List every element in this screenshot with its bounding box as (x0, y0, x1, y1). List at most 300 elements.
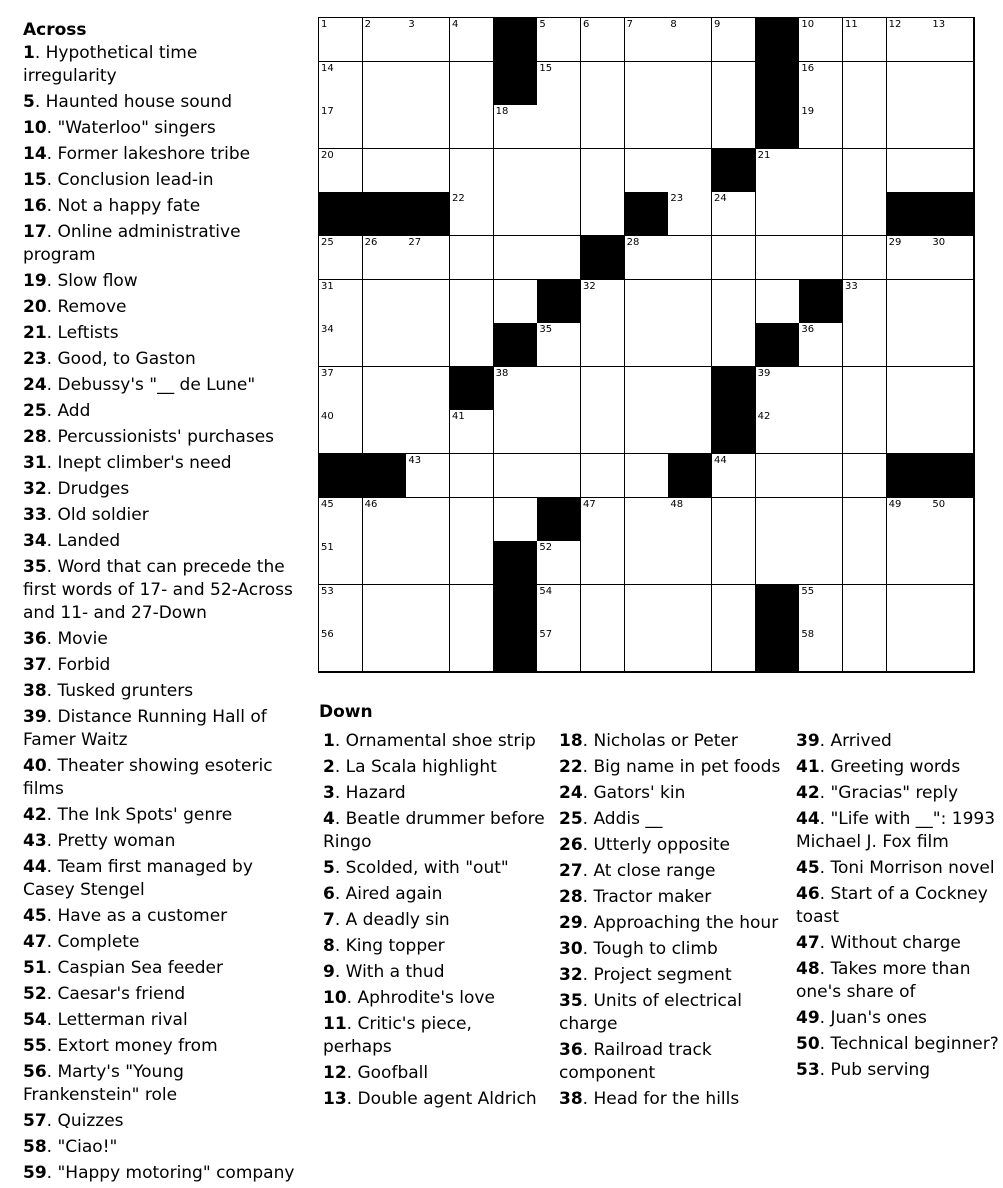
clue-across-25[interactable] (23, 400, 295, 423)
grid-cell[interactable] (887, 280, 931, 324)
grid-cell[interactable] (930, 280, 974, 324)
grid-cell[interactable] (799, 628, 843, 672)
clue-across-37[interactable] (23, 654, 295, 677)
grid-cell[interactable] (712, 541, 756, 585)
clue-down-35[interactable] (559, 990, 783, 1036)
clue-across-17[interactable] (23, 221, 295, 267)
grid-cell[interactable] (319, 105, 363, 149)
clue-down-1[interactable] (323, 730, 545, 753)
grid-cell[interactable] (712, 454, 756, 498)
grid-cell[interactable] (712, 62, 756, 106)
grid-cell[interactable] (625, 323, 669, 367)
grid-cell[interactable] (625, 628, 669, 672)
clue-across-5[interactable] (23, 91, 295, 114)
grid-cell[interactable] (843, 280, 887, 324)
grid-cell[interactable] (406, 628, 450, 672)
grid-cell[interactable] (363, 105, 407, 149)
grid-cell[interactable] (930, 323, 974, 367)
clue-across-59[interactable] (23, 1162, 295, 1185)
grid-cell-black (799, 280, 843, 324)
clue-across-21[interactable] (23, 322, 295, 345)
grid-cell[interactable] (712, 18, 756, 62)
grid-cell[interactable] (406, 454, 450, 498)
grid-cell[interactable] (799, 498, 843, 542)
grid-cell[interactable] (406, 105, 450, 149)
grid-cell[interactable] (887, 628, 931, 672)
clue-down-46[interactable] (796, 883, 1001, 929)
clue-across-42[interactable] (23, 804, 295, 827)
grid-cell-black (887, 454, 931, 498)
grid-cell[interactable] (843, 410, 887, 454)
grid-cell[interactable] (799, 105, 843, 149)
grid-cell[interactable] (625, 105, 669, 149)
grid-cell[interactable] (712, 236, 756, 280)
grid-cell[interactable] (756, 454, 800, 498)
clue-across-58[interactable] (23, 1136, 295, 1159)
grid-cell[interactable] (668, 18, 712, 62)
grid-cell[interactable] (887, 323, 931, 367)
cell-number: 20 (321, 149, 334, 161)
grid-cell[interactable] (843, 454, 887, 498)
grid-cell[interactable] (537, 149, 581, 193)
grid-cell[interactable] (537, 192, 581, 236)
grid-cell[interactable] (319, 541, 363, 585)
grid-cell[interactable] (450, 18, 494, 62)
clue-across-15[interactable] (23, 169, 295, 192)
grid-cell[interactable] (668, 280, 712, 324)
clue-down-38[interactable] (559, 1088, 783, 1111)
grid-cell[interactable] (625, 62, 669, 106)
grid-cell[interactable] (843, 628, 887, 672)
grid-cell[interactable] (363, 367, 407, 411)
clue-down-42[interactable] (796, 782, 1001, 805)
clue-across-51[interactable] (23, 957, 295, 980)
grid-cell[interactable] (450, 585, 494, 629)
clue-down-47[interactable] (796, 932, 1001, 955)
grid-cell[interactable] (799, 192, 843, 236)
grid-cell[interactable] (406, 541, 450, 585)
grid-cell[interactable] (843, 585, 887, 629)
clue-text: . Caspian Sea feeder (46, 958, 223, 978)
grid-cell[interactable] (843, 498, 887, 542)
grid-cell[interactable] (450, 62, 494, 106)
grid-cell[interactable] (625, 585, 669, 629)
cell-number: 53 (321, 585, 334, 597)
clue-number: 36 (23, 629, 47, 649)
grid-cell[interactable] (319, 280, 363, 324)
clue-across-1[interactable] (23, 42, 295, 88)
clue-down-2[interactable] (323, 756, 545, 779)
grid-cell[interactable] (537, 62, 581, 106)
grid-cell[interactable] (406, 149, 450, 193)
grid-cell[interactable] (668, 236, 712, 280)
grid-cell[interactable] (537, 236, 581, 280)
grid-cell[interactable] (537, 410, 581, 454)
grid-cell[interactable] (363, 149, 407, 193)
clue-down-48[interactable] (796, 958, 1001, 1004)
grid-cell[interactable] (581, 628, 625, 672)
grid-cell[interactable] (581, 454, 625, 498)
grid-cell[interactable] (930, 62, 974, 106)
clue-text: . Project segment (582, 965, 732, 985)
grid-cell[interactable] (537, 367, 581, 411)
grid-cell[interactable] (712, 280, 756, 324)
grid-cell[interactable] (843, 18, 887, 62)
clue-number: 54 (23, 1010, 47, 1030)
clue-across-31[interactable] (23, 452, 295, 475)
cell-number: 16 (801, 62, 815, 74)
grid-cell[interactable] (887, 367, 931, 411)
grid-cell[interactable] (581, 410, 625, 454)
clue-across-40[interactable] (23, 755, 295, 801)
cell-number: 11 (845, 19, 858, 30)
grid-cell[interactable] (319, 323, 363, 367)
grid-cell[interactable] (494, 410, 538, 454)
grid-cell[interactable] (625, 280, 669, 324)
grid-cell[interactable] (537, 454, 581, 498)
grid-cell[interactable] (537, 628, 581, 672)
grid-cell[interactable] (930, 585, 974, 629)
clue-across-57[interactable] (23, 1110, 295, 1133)
grid-cell[interactable] (887, 62, 931, 106)
clue-down-5[interactable] (323, 857, 545, 880)
grid-cell[interactable] (712, 628, 756, 672)
clue-down-29[interactable] (559, 912, 783, 935)
clue-across-39[interactable] (23, 706, 295, 752)
grid-cell[interactable] (581, 367, 625, 411)
grid-cell[interactable] (319, 585, 363, 629)
clue-down-6[interactable] (323, 883, 545, 906)
grid-cell[interactable] (668, 367, 712, 411)
grid-cell[interactable] (712, 585, 756, 629)
grid-cell[interactable] (494, 236, 538, 280)
grid-cell[interactable] (581, 105, 625, 149)
clue-across-44[interactable] (23, 856, 295, 902)
clue-down-41[interactable] (796, 756, 1001, 779)
grid-cell[interactable] (450, 105, 494, 149)
grid-cell[interactable] (668, 62, 712, 106)
clue-down-10[interactable] (323, 987, 545, 1010)
grid-cell[interactable] (581, 498, 625, 542)
grid-cell[interactable] (537, 323, 581, 367)
clue-down-49[interactable] (796, 1007, 1001, 1030)
grid-cell[interactable] (581, 62, 625, 106)
clue-down-9[interactable] (323, 961, 545, 984)
grid-cell[interactable] (930, 105, 974, 149)
grid-cell[interactable] (494, 498, 538, 542)
grid-cell[interactable] (363, 410, 407, 454)
clue-number: 40 (23, 756, 47, 776)
grid-cell[interactable] (799, 541, 843, 585)
cell-number: 14 (321, 62, 334, 74)
clue-down-4[interactable] (323, 808, 545, 854)
grid-cell[interactable] (712, 323, 756, 367)
grid-cell[interactable] (843, 105, 887, 149)
grid-cell[interactable] (712, 105, 756, 149)
grid-cell[interactable] (450, 192, 494, 236)
grid-cell[interactable] (406, 18, 450, 62)
grid-cell[interactable] (319, 498, 363, 542)
grid-cell-black (930, 454, 974, 498)
grid-cell[interactable] (625, 367, 669, 411)
grid-cell[interactable] (406, 367, 450, 411)
grid-cell[interactable] (406, 498, 450, 542)
grid-cell[interactable] (450, 236, 494, 280)
clue-across-45[interactable] (23, 905, 295, 928)
clue-down-30[interactable] (559, 938, 783, 961)
clue-across-47[interactable] (23, 931, 295, 954)
grid-cell[interactable] (843, 323, 887, 367)
grid-cell[interactable] (406, 323, 450, 367)
grid-cell[interactable] (319, 18, 363, 62)
grid-cell[interactable] (494, 454, 538, 498)
grid-cell[interactable] (887, 236, 931, 280)
grid-cell[interactable] (537, 18, 581, 62)
grid-cell[interactable] (450, 149, 494, 193)
grid-cell[interactable] (625, 236, 669, 280)
grid-cell[interactable] (581, 280, 625, 324)
grid-cell[interactable] (799, 149, 843, 193)
clue-text: . Team first managed by Casey Stengel (23, 857, 253, 900)
grid-cell[interactable] (406, 585, 450, 629)
grid-cell[interactable] (756, 192, 800, 236)
grid-cell-black (756, 628, 800, 672)
clue-across-32[interactable] (23, 478, 295, 501)
grid-cell[interactable] (319, 62, 363, 106)
grid-cell[interactable] (887, 18, 931, 62)
grid-cell[interactable] (625, 18, 669, 62)
grid-cell[interactable] (319, 367, 363, 411)
clue-number: 42 (23, 805, 47, 825)
grid-cell[interactable] (843, 236, 887, 280)
clue-down-32[interactable] (559, 964, 783, 987)
clue-number: 49 (796, 1008, 820, 1028)
grid-cell[interactable] (406, 280, 450, 324)
grid-cell-black (319, 454, 363, 498)
clue-across-43[interactable] (23, 830, 295, 853)
grid-cell[interactable] (930, 18, 974, 62)
grid-cell[interactable] (843, 192, 887, 236)
grid-cell[interactable] (450, 280, 494, 324)
clue-text: . Former lakeshore tribe (46, 144, 251, 164)
clue-across-35[interactable] (23, 556, 295, 625)
grid-cell[interactable] (799, 62, 843, 106)
clue-across-28[interactable] (23, 426, 295, 449)
grid-cell[interactable] (668, 149, 712, 193)
clue-down-24[interactable] (559, 782, 783, 805)
clue-text: . Scolded, with "out" (334, 858, 509, 878)
clue-down-25[interactable] (559, 808, 783, 831)
clue-number: 37 (23, 655, 47, 675)
grid-cell[interactable] (668, 541, 712, 585)
grid-cell[interactable] (756, 367, 800, 411)
clue-down-53[interactable] (796, 1059, 1001, 1082)
clue-across-55[interactable] (23, 1035, 295, 1058)
clue-down-36[interactable] (559, 1039, 783, 1085)
grid-cell[interactable] (756, 498, 800, 542)
grid-cell[interactable] (930, 541, 974, 585)
grid-cell[interactable] (756, 410, 800, 454)
clue-across-56[interactable] (23, 1061, 295, 1107)
grid-cell[interactable] (887, 541, 931, 585)
grid-cell[interactable] (887, 410, 931, 454)
cell-number: 56 (321, 629, 334, 641)
grid-cell[interactable] (843, 541, 887, 585)
clue-number: 28 (559, 887, 583, 907)
clue-across-52[interactable] (23, 983, 295, 1006)
grid-cell[interactable] (712, 192, 756, 236)
grid-cell[interactable] (799, 18, 843, 62)
clue-number: 10 (323, 988, 347, 1008)
grid-cell[interactable] (363, 280, 407, 324)
grid-cell[interactable] (756, 236, 800, 280)
clue-down-7[interactable] (323, 909, 545, 932)
clue-across-24[interactable] (23, 374, 295, 397)
clue-across-38[interactable] (23, 680, 295, 703)
grid-cell[interactable] (930, 410, 974, 454)
grid-cell[interactable] (625, 454, 669, 498)
grid-cell[interactable] (625, 541, 669, 585)
grid-cell[interactable] (712, 498, 756, 542)
grid-cell[interactable] (668, 410, 712, 454)
grid-cell[interactable] (756, 280, 800, 324)
clue-down-27[interactable] (559, 860, 783, 883)
grid-cell[interactable] (799, 454, 843, 498)
grid-cell[interactable] (668, 498, 712, 542)
grid-cell[interactable] (843, 149, 887, 193)
grid-cell[interactable] (319, 628, 363, 672)
grid-cell[interactable] (363, 18, 407, 62)
grid-cell[interactable] (363, 585, 407, 629)
grid-cell[interactable] (625, 498, 669, 542)
grid-cell[interactable] (537, 105, 581, 149)
grid-cell[interactable] (494, 149, 538, 193)
grid-cell[interactable] (581, 541, 625, 585)
grid-cell[interactable] (843, 367, 887, 411)
grid-cell[interactable] (450, 498, 494, 542)
grid-cell[interactable] (756, 541, 800, 585)
clue-down-45[interactable] (796, 857, 1001, 880)
grid-cell[interactable] (887, 585, 931, 629)
grid-cell[interactable] (930, 628, 974, 672)
clue-number: 38 (559, 1089, 583, 1109)
clue-down-44[interactable] (796, 808, 1001, 854)
clue-down-3[interactable] (323, 782, 545, 805)
grid-cell[interactable] (319, 410, 363, 454)
grid-cell[interactable] (930, 367, 974, 411)
clue-number: 24 (559, 783, 583, 803)
grid-cell[interactable] (450, 323, 494, 367)
grid-cell[interactable] (494, 367, 538, 411)
grid-cell[interactable] (581, 192, 625, 236)
clue-down-11[interactable] (323, 1013, 545, 1059)
clue-text: . Percussionists' purchases (46, 427, 275, 447)
grid-cell[interactable] (363, 323, 407, 367)
clue-down-8[interactable] (323, 935, 545, 958)
grid-cell[interactable] (799, 410, 843, 454)
grid-cell[interactable] (930, 498, 974, 542)
clue-across-16[interactable] (23, 195, 295, 218)
clue-across-20[interactable] (23, 296, 295, 319)
grid-cell[interactable] (668, 628, 712, 672)
clue-text: . With a thud (334, 962, 445, 982)
grid-cell[interactable] (799, 585, 843, 629)
grid-cell[interactable] (625, 410, 669, 454)
grid-cell[interactable] (799, 236, 843, 280)
cell-number: 40 (321, 411, 334, 423)
clue-across-34[interactable] (23, 530, 295, 553)
cell-number: 12 (888, 19, 902, 30)
clue-down-18[interactable] (559, 730, 783, 753)
grid-cell[interactable] (363, 236, 407, 280)
grid-cell[interactable] (843, 62, 887, 106)
grid-cell[interactable] (799, 323, 843, 367)
grid-cell[interactable] (494, 192, 538, 236)
grid-cell[interactable] (930, 149, 974, 193)
clue-down-22[interactable] (559, 756, 783, 779)
grid-cell[interactable] (756, 149, 800, 193)
grid-cell[interactable] (581, 585, 625, 629)
grid-cell[interactable] (668, 323, 712, 367)
grid-cell[interactable] (581, 323, 625, 367)
clue-across-23[interactable] (23, 348, 295, 371)
grid-cell[interactable] (406, 410, 450, 454)
grid-cell[interactable] (930, 236, 974, 280)
clue-down-26[interactable] (559, 834, 783, 857)
grid-cell[interactable] (668, 105, 712, 149)
clue-down-13[interactable] (323, 1088, 545, 1111)
grid-cell[interactable] (668, 192, 712, 236)
clue-across-33[interactable] (23, 504, 295, 527)
clue-down-39[interactable] (796, 730, 1001, 753)
grid-cell[interactable] (887, 105, 931, 149)
grid-cell[interactable] (450, 410, 494, 454)
grid-cell[interactable] (625, 149, 669, 193)
grid-cell[interactable] (537, 585, 581, 629)
clue-across-10[interactable] (23, 117, 295, 140)
grid-cell[interactable] (450, 541, 494, 585)
clue-across-14[interactable] (23, 143, 295, 166)
grid-cell[interactable] (494, 280, 538, 324)
cell-number: 10 (801, 19, 815, 30)
clue-down-50[interactable] (796, 1033, 1001, 1056)
grid-cell[interactable] (799, 367, 843, 411)
clue-down-28[interactable] (559, 886, 783, 909)
grid-cell[interactable] (581, 18, 625, 62)
grid-cell[interactable] (887, 149, 931, 193)
grid-cell[interactable] (887, 498, 931, 542)
grid-cell[interactable] (537, 541, 581, 585)
grid-cell[interactable] (494, 105, 538, 149)
clue-number: 1 (323, 731, 335, 751)
grid-cell[interactable] (363, 541, 407, 585)
grid-cell[interactable] (363, 498, 407, 542)
grid-cell[interactable] (363, 628, 407, 672)
grid-cell[interactable] (406, 236, 450, 280)
clue-across-36[interactable] (23, 628, 295, 651)
grid-cell[interactable] (450, 628, 494, 672)
grid-cell[interactable] (319, 236, 363, 280)
grid-cell[interactable] (450, 454, 494, 498)
grid-cell[interactable] (581, 149, 625, 193)
grid-cell[interactable] (319, 149, 363, 193)
clue-across-19[interactable] (23, 270, 295, 293)
grid-cell[interactable] (668, 585, 712, 629)
clue-across-54[interactable] (23, 1009, 295, 1032)
grid-cell[interactable] (363, 62, 407, 106)
clue-down-12[interactable] (323, 1062, 545, 1085)
grid-cell[interactable] (406, 62, 450, 106)
